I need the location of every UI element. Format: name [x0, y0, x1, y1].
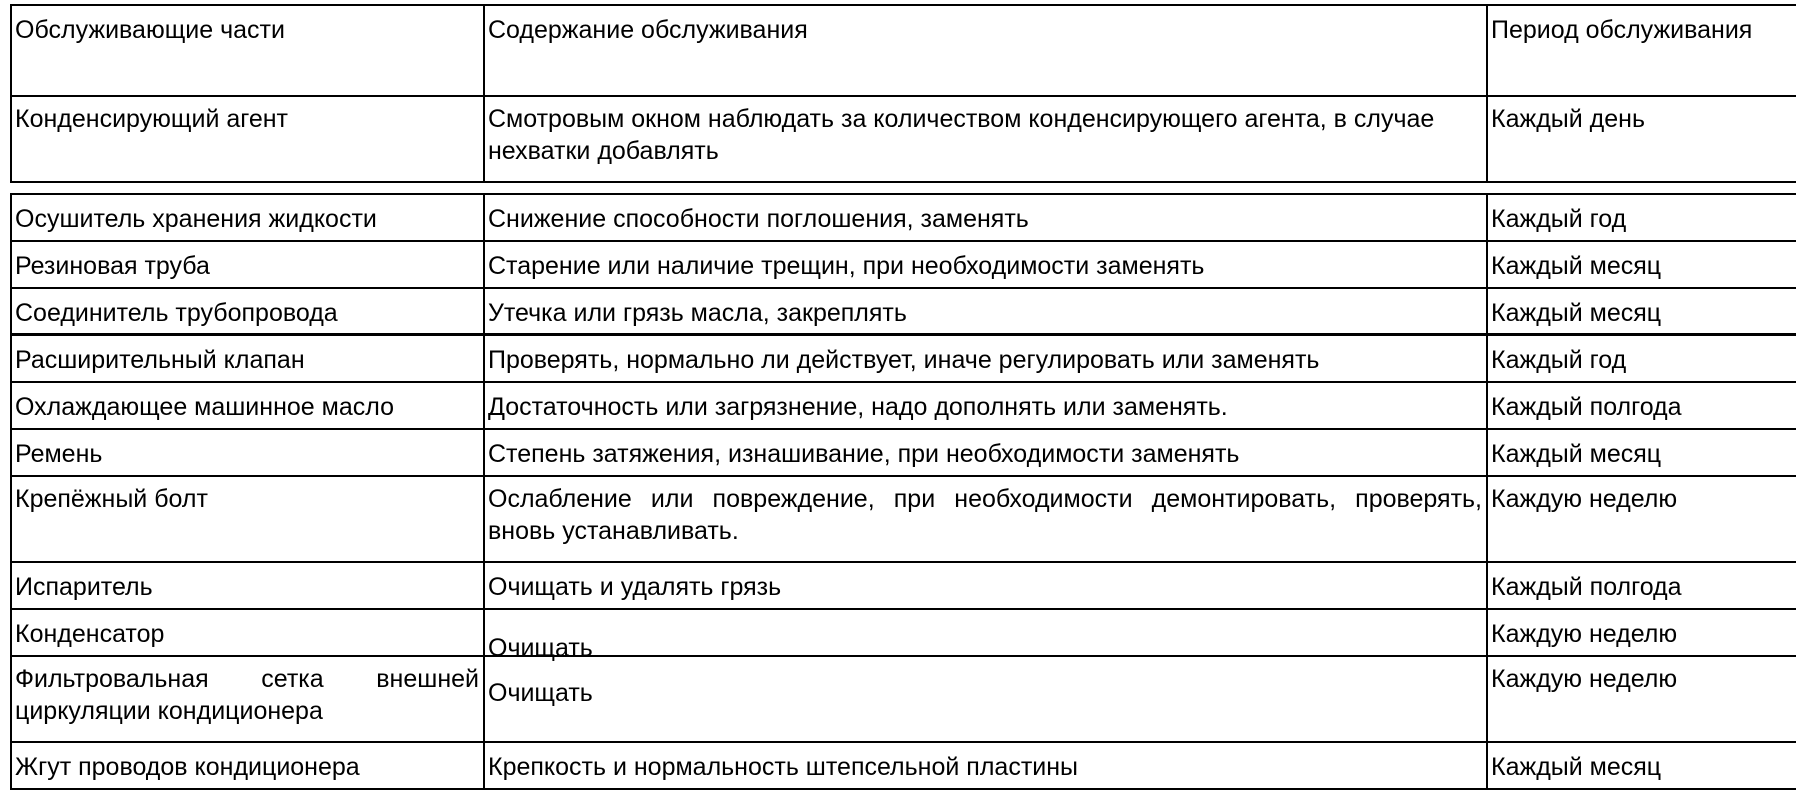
cell-period: Каждый год	[1488, 195, 1796, 242]
maintenance-table	[10, 4, 1796, 790]
maintenance-table-top	[10, 4, 1796, 183]
cell-period: Каждый день	[1488, 97, 1796, 181]
cell-content: Снижение способности поглошения, заменять	[485, 195, 1488, 242]
cell-content: Очищать	[485, 657, 1488, 743]
cell-content: Очищать	[485, 610, 1488, 657]
cell-period: Каждый полгода	[1488, 563, 1796, 610]
cell-period: Каждый месяц	[1488, 430, 1796, 477]
cell-part: Резиновая труба	[12, 242, 485, 289]
cell-content: Достаточность или загрязнение, надо дополнять или заменять.	[485, 383, 1488, 430]
cell-period: Каждый месяц	[1488, 242, 1796, 289]
cell-content: Утечка или грязь масла, закреплять	[485, 289, 1488, 336]
cell-period: Каждую неделю	[1488, 657, 1796, 743]
cell-part: Расширительный клапан	[12, 336, 485, 383]
header-parts: Обслуживающие части	[12, 6, 485, 97]
cell-period: Каждую неделю	[1488, 610, 1796, 657]
cell-content: Ослабление или повреждение, при необходимости демонтировать, проверять, вновь устанавливать.	[485, 477, 1488, 563]
cell-content: Очищать и удалять грязь	[485, 563, 1488, 610]
cell-part: Ремень	[12, 430, 485, 477]
cell-part: Охлаждающее машинное масло	[12, 383, 485, 430]
cell-period: Каждый год	[1488, 336, 1796, 383]
cell-content: Старение или наличие трещин, при необходимости заменять	[485, 242, 1488, 289]
cell-content: Степень затяжения, изнашивание, при необходимости заменять	[485, 430, 1488, 477]
cell-part: Испаритель	[12, 563, 485, 610]
cell-period: Каждый месяц	[1488, 289, 1796, 336]
cell-part: Конденсирующий агент	[12, 97, 485, 181]
header-content: Содержание обслуживания	[485, 6, 1488, 97]
cell-content: Смотровым окном наблюдать за количеством конденсирующего агента, в случае нехватки добавлять	[485, 97, 1488, 181]
cell-content: Крепкость и нормальность штепсельной пластины	[485, 743, 1488, 790]
cell-part: Осушитель хранения жидкости	[12, 195, 485, 242]
cell-part: Жгут проводов кондиционера	[12, 743, 485, 790]
cell-part: Крепёжный болт	[12, 477, 485, 563]
cell-part: Соединитель трубопровода	[12, 289, 485, 336]
maintenance-table-bottom	[10, 193, 1796, 790]
cell-content: Проверять, нормально ли действует, иначе регулировать или заменять	[485, 336, 1488, 383]
cell-part: Конденсатор	[12, 610, 485, 657]
cell-period: Каждый полгода	[1488, 383, 1796, 430]
cell-part: Фильтровальная сетка внешней циркуляции кондиционера	[12, 657, 485, 743]
cell-period: Каждую неделю	[1488, 477, 1796, 563]
cell-period: Каждый месяц	[1488, 743, 1796, 790]
header-period: Период обслуживания	[1488, 6, 1796, 97]
